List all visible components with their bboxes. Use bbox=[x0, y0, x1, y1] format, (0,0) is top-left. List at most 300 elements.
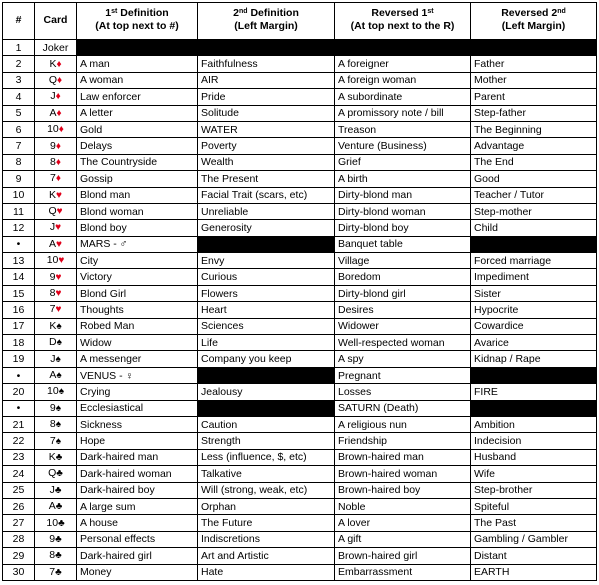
reversed-1-cell: SATURN (Death) bbox=[335, 400, 471, 416]
row-number: 6 bbox=[3, 121, 35, 137]
definition-2-cell bbox=[198, 367, 335, 383]
row-number: 19 bbox=[3, 351, 35, 367]
reversed-1-cell: Brown-haired boy bbox=[335, 482, 471, 498]
table-body bbox=[3, 40, 597, 581]
card-cell bbox=[35, 384, 77, 400]
table-row bbox=[3, 351, 597, 367]
definition-1-cell: Money bbox=[77, 564, 198, 580]
reversed-1-cell: A spy bbox=[335, 351, 471, 367]
row-number: 29 bbox=[3, 548, 35, 564]
card-rank: 10 bbox=[46, 254, 59, 267]
reversed-1-cell: A lover bbox=[335, 515, 471, 531]
suit-icon: ♥ bbox=[55, 222, 62, 234]
card-rank: J bbox=[49, 221, 56, 234]
table-row bbox=[3, 72, 597, 88]
definition-1-cell: MARS - ♂ bbox=[77, 236, 198, 252]
definition-1-cell: Thoughts bbox=[77, 302, 198, 318]
row-number: 18 bbox=[3, 335, 35, 351]
definition-1-cell: Personal effects bbox=[77, 531, 198, 547]
reversed-2-cell: Step-mother bbox=[471, 203, 597, 219]
table-row bbox=[3, 253, 597, 269]
definition-2-cell: Life bbox=[198, 335, 335, 351]
card-cell bbox=[35, 154, 77, 170]
reversed-2-cell: Gambling / Gambler bbox=[471, 531, 597, 547]
definition-2-cell: WATER bbox=[198, 121, 335, 137]
suit-icon: ♦ bbox=[58, 124, 64, 136]
definition-2-cell: Will (strong, weak, etc) bbox=[198, 482, 335, 498]
reversed-1-cell: Pregnant bbox=[335, 367, 471, 383]
suit-icon: ♠ bbox=[55, 419, 62, 431]
definition-1-cell: Dark-haired boy bbox=[77, 482, 198, 498]
reversed-1-cell: Banquet table bbox=[335, 236, 471, 252]
reversed-2-cell: Forced marriage bbox=[471, 253, 597, 269]
reversed-1-cell: Noble bbox=[335, 498, 471, 514]
table-row bbox=[3, 498, 597, 514]
suit-icon: ♣ bbox=[54, 484, 62, 496]
definition-1-cell: Blond boy bbox=[77, 220, 198, 236]
header-def2: 2nd Definition (Left Margin) bbox=[198, 3, 335, 40]
card-cell bbox=[35, 203, 77, 219]
card-rank: K bbox=[48, 450, 56, 463]
definition-2-cell: Solitude bbox=[198, 105, 335, 121]
suit-icon: ♦ bbox=[56, 58, 62, 70]
row-number: 12 bbox=[3, 220, 35, 236]
suit-icon: ♠ bbox=[55, 353, 61, 365]
card-rank: J bbox=[50, 90, 56, 103]
card-rank: A bbox=[49, 237, 57, 250]
row-number: 14 bbox=[3, 269, 35, 285]
definition-1-cell: A woman bbox=[77, 72, 198, 88]
suit-icon: ♣ bbox=[55, 451, 63, 463]
card-rank: Q bbox=[48, 467, 57, 480]
reversed-1-cell: Losses bbox=[335, 384, 471, 400]
definition-1-cell: Gold bbox=[77, 121, 198, 137]
table-row bbox=[3, 236, 597, 252]
definition-1-cell: Dark-haired girl bbox=[77, 548, 198, 564]
reversed-2-cell bbox=[471, 40, 597, 56]
definition-2-cell: Talkative bbox=[198, 466, 335, 482]
row-number: 9 bbox=[3, 171, 35, 187]
reversed-1-cell: A foreigner bbox=[335, 56, 471, 72]
card-cell bbox=[35, 138, 77, 154]
card-rank: 9 bbox=[49, 270, 56, 283]
suit-icon: ♥ bbox=[55, 271, 62, 283]
card-cell bbox=[35, 564, 77, 580]
header-rev1: Reversed 1st (At top next to the R) bbox=[335, 3, 471, 40]
reversed-1-cell: A birth bbox=[335, 171, 471, 187]
suit-icon: ♣ bbox=[56, 468, 63, 480]
card-rank: 7 bbox=[50, 172, 56, 185]
reversed-2-cell: Parent bbox=[471, 89, 597, 105]
reversed-1-cell: Dirty-blond man bbox=[335, 187, 471, 203]
reversed-2-cell: Teacher / Tutor bbox=[471, 187, 597, 203]
reversed-2-cell: Husband bbox=[471, 449, 597, 465]
header-card: Card bbox=[35, 3, 77, 40]
table-row bbox=[3, 203, 597, 219]
suit-icon: ♦ bbox=[55, 173, 61, 185]
definition-1-cell: Blond man bbox=[77, 187, 198, 203]
definition-2-cell bbox=[198, 40, 335, 56]
definition-1-cell: Blond Girl bbox=[77, 285, 198, 301]
reversed-1-cell: A gift bbox=[335, 531, 471, 547]
table-row bbox=[3, 466, 597, 482]
card-cell bbox=[35, 548, 77, 564]
suit-icon: ♦ bbox=[56, 107, 62, 119]
card-rank: 10 bbox=[47, 385, 59, 398]
row-number: 21 bbox=[3, 416, 35, 432]
card-cell bbox=[35, 351, 77, 367]
card-rank: 8 bbox=[49, 418, 56, 431]
reversed-1-cell: Treason bbox=[335, 121, 471, 137]
row-number: 17 bbox=[3, 318, 35, 334]
suit-icon: ♠ bbox=[56, 320, 62, 332]
row-number: 7 bbox=[3, 138, 35, 154]
definition-2-cell: Flowers bbox=[198, 285, 335, 301]
definition-2-cell: Unreliable bbox=[198, 203, 335, 219]
definition-1-cell: A messenger bbox=[77, 351, 198, 367]
definition-2-cell: Art and Artistic bbox=[198, 548, 335, 564]
reversed-2-cell: Step-father bbox=[471, 105, 597, 121]
definition-1-cell: A house bbox=[77, 515, 198, 531]
suit-icon: ♥ bbox=[58, 255, 65, 267]
card-cell bbox=[35, 121, 77, 137]
card-cell bbox=[35, 72, 77, 88]
row-number: 25 bbox=[3, 482, 35, 498]
row-number: 4 bbox=[3, 89, 35, 105]
definition-2-cell: Envy bbox=[198, 253, 335, 269]
header-num: # bbox=[3, 3, 35, 40]
reversed-2-cell: Good bbox=[471, 171, 597, 187]
suit-icon: ♠ bbox=[56, 370, 62, 381]
definition-2-cell: Company you keep bbox=[198, 351, 335, 367]
table-row bbox=[3, 335, 597, 351]
suit-icon: ♥ bbox=[56, 189, 62, 201]
card-rank: Joker bbox=[42, 41, 69, 54]
row-number: 15 bbox=[3, 285, 35, 301]
reversed-1-cell: Dirty-blond boy bbox=[335, 220, 471, 236]
table-row bbox=[3, 121, 597, 137]
definition-2-cell: AIR bbox=[198, 72, 335, 88]
card-cell bbox=[35, 515, 77, 531]
suit-icon: ♣ bbox=[55, 533, 62, 545]
table-row bbox=[3, 449, 597, 465]
card-cell bbox=[35, 466, 77, 482]
definition-2-cell: Less (influence, $, etc) bbox=[198, 449, 335, 465]
suit-icon: ♥ bbox=[55, 288, 62, 300]
card-cell bbox=[35, 105, 77, 121]
definition-2-cell: Poverty bbox=[198, 138, 335, 154]
card-rank: 7 bbox=[49, 303, 56, 316]
definition-1-cell: The Countryside bbox=[77, 154, 198, 170]
card-rank: A bbox=[48, 500, 56, 513]
definition-2-cell: Jealousy bbox=[198, 384, 335, 400]
row-number: 26 bbox=[3, 498, 35, 514]
table-row bbox=[3, 318, 597, 334]
row-number: 11 bbox=[3, 203, 35, 219]
definition-1-cell: VENUS - ♀ bbox=[77, 367, 198, 383]
definition-2-cell: The Present bbox=[198, 171, 335, 187]
reversed-1-cell: Village bbox=[335, 253, 471, 269]
suit-icon: ♣ bbox=[55, 501, 63, 513]
definition-1-cell: Crying bbox=[77, 384, 198, 400]
definition-1-cell: Blond woman bbox=[77, 203, 198, 219]
card-rank: 10 bbox=[47, 123, 59, 136]
card-cell bbox=[35, 302, 77, 318]
reversed-1-cell: Boredom bbox=[335, 269, 471, 285]
reversed-1-cell: Brown-haired woman bbox=[335, 466, 471, 482]
row-number: 30 bbox=[3, 564, 35, 580]
suit-icon: ♥ bbox=[55, 304, 62, 316]
reversed-2-cell: Indecision bbox=[471, 433, 597, 449]
row-number: • bbox=[3, 400, 35, 416]
row-number: • bbox=[3, 236, 35, 252]
reversed-2-cell bbox=[471, 367, 597, 383]
reversed-2-cell: Hypocrite bbox=[471, 302, 597, 318]
card-rank: K bbox=[49, 188, 57, 201]
table-row bbox=[3, 105, 597, 121]
definition-1-cell: A man bbox=[77, 56, 198, 72]
reversed-2-cell: Wife bbox=[471, 466, 597, 482]
card-meanings-table bbox=[2, 2, 597, 581]
reversed-2-cell: Child bbox=[471, 220, 597, 236]
table-row bbox=[3, 400, 597, 416]
definition-2-cell: Orphan bbox=[198, 498, 335, 514]
reversed-2-cell: Distant bbox=[471, 548, 597, 564]
card-rank: A bbox=[49, 106, 57, 119]
definition-2-cell: Hate bbox=[198, 564, 335, 580]
suit-icon: ♦ bbox=[55, 156, 61, 168]
definition-2-cell: Strength bbox=[198, 433, 335, 449]
header-def1: 1st Definition (At top next to #) bbox=[77, 3, 198, 40]
suit-icon: ♠ bbox=[55, 435, 62, 447]
table-row bbox=[3, 40, 597, 56]
card-cell bbox=[35, 531, 77, 547]
card-cell bbox=[35, 236, 77, 252]
definition-2-cell: Wealth bbox=[198, 154, 335, 170]
definition-1-cell: Dark-haired man bbox=[77, 449, 198, 465]
reversed-1-cell: Venture (Business) bbox=[335, 138, 471, 154]
table-row bbox=[3, 269, 597, 285]
definition-2-cell: Heart bbox=[198, 302, 335, 318]
card-rank: K bbox=[49, 57, 57, 70]
suit-icon: ♦ bbox=[55, 140, 61, 152]
row-number: 27 bbox=[3, 515, 35, 531]
reversed-1-cell: Friendship bbox=[335, 433, 471, 449]
definition-1-cell: Robed Man bbox=[77, 318, 198, 334]
table-row bbox=[3, 384, 597, 400]
reversed-1-cell: A religious nun bbox=[335, 416, 471, 432]
definition-1-cell: A letter bbox=[77, 105, 198, 121]
suit-icon: ♠ bbox=[56, 337, 62, 349]
table-row bbox=[3, 89, 597, 105]
card-rank: D bbox=[49, 336, 57, 349]
definition-2-cell: Faithfulness bbox=[198, 56, 335, 72]
card-rank: A bbox=[49, 369, 57, 381]
card-rank: Q bbox=[48, 205, 57, 218]
row-number: 10 bbox=[3, 187, 35, 203]
card-rank: 7 bbox=[49, 565, 56, 578]
table-row bbox=[3, 531, 597, 547]
reversed-1-cell: Grief bbox=[335, 154, 471, 170]
card-cell bbox=[35, 449, 77, 465]
definition-1-cell: Dark-haired woman bbox=[77, 466, 198, 482]
suit-icon: ♦ bbox=[57, 74, 63, 86]
definition-1-cell: City bbox=[77, 253, 198, 269]
definition-2-cell: Caution bbox=[198, 416, 335, 432]
table-row bbox=[3, 367, 597, 383]
reversed-1-cell: Widower bbox=[335, 318, 471, 334]
card-rank: 8 bbox=[50, 155, 56, 168]
row-number: 22 bbox=[3, 433, 35, 449]
definition-1-cell: A large sum bbox=[77, 498, 198, 514]
card-rank: 7 bbox=[49, 434, 56, 447]
card-cell bbox=[35, 253, 77, 269]
header-rev2: Reversed 2nd (Left Margin) bbox=[471, 3, 597, 40]
definition-1-cell: Gossip bbox=[77, 171, 198, 187]
reversed-2-cell: Sister bbox=[471, 285, 597, 301]
suit-icon: ♥ bbox=[56, 206, 63, 218]
card-cell bbox=[35, 285, 77, 301]
card-cell bbox=[35, 482, 77, 498]
reversed-1-cell: Dirty-blond woman bbox=[335, 203, 471, 219]
definition-1-cell: Delays bbox=[77, 138, 198, 154]
definition-1-cell: Widow bbox=[77, 335, 198, 351]
card-cell bbox=[35, 498, 77, 514]
definition-2-cell: Curious bbox=[198, 269, 335, 285]
reversed-1-cell: Desires bbox=[335, 302, 471, 318]
row-number: 1 bbox=[3, 40, 35, 56]
table-row bbox=[3, 548, 597, 564]
reversed-2-cell bbox=[471, 400, 597, 416]
table-row bbox=[3, 482, 597, 498]
reversed-1-cell: Embarrassment bbox=[335, 564, 471, 580]
row-number: 23 bbox=[3, 449, 35, 465]
card-cell bbox=[35, 40, 77, 56]
reversed-2-cell: The End bbox=[471, 154, 597, 170]
card-cell bbox=[35, 187, 77, 203]
row-number: 5 bbox=[3, 105, 35, 121]
definition-2-cell: Generosity bbox=[198, 220, 335, 236]
card-cell bbox=[35, 56, 77, 72]
card-rank: 9 bbox=[49, 532, 56, 545]
card-cell bbox=[35, 416, 77, 432]
table-row bbox=[3, 171, 597, 187]
row-number: 3 bbox=[3, 72, 35, 88]
card-rank: 9 bbox=[49, 401, 56, 414]
card-cell bbox=[35, 335, 77, 351]
card-cell bbox=[35, 318, 77, 334]
header-row bbox=[3, 3, 597, 40]
reversed-1-cell bbox=[335, 40, 471, 56]
table-row bbox=[3, 56, 597, 72]
table-row bbox=[3, 187, 597, 203]
suit-icon: ♣ bbox=[55, 566, 62, 578]
card-cell bbox=[35, 220, 77, 236]
suit-icon: ♦ bbox=[55, 91, 61, 103]
reversed-1-cell: Well-respected woman bbox=[335, 335, 471, 351]
reversed-2-cell: Ambition bbox=[471, 416, 597, 432]
table-row bbox=[3, 138, 597, 154]
definition-1-cell: Ecclesiastical bbox=[77, 400, 198, 416]
reversed-1-cell: Brown-haired man bbox=[335, 449, 471, 465]
card-rank: 8 bbox=[49, 287, 56, 300]
card-cell bbox=[35, 89, 77, 105]
reversed-2-cell: Impediment bbox=[471, 269, 597, 285]
definition-1-cell: Sickness bbox=[77, 416, 198, 432]
card-rank: 8 bbox=[49, 549, 56, 562]
suit-icon: ♣ bbox=[58, 517, 65, 529]
reversed-2-cell: Spiteful bbox=[471, 498, 597, 514]
table-row bbox=[3, 220, 597, 236]
table-row bbox=[3, 302, 597, 318]
row-number: 16 bbox=[3, 302, 35, 318]
table-row bbox=[3, 154, 597, 170]
definition-1-cell: Law enforcer bbox=[77, 89, 198, 105]
suit-icon: ♥ bbox=[56, 238, 62, 250]
table-row bbox=[3, 285, 597, 301]
row-number: 24 bbox=[3, 466, 35, 482]
card-rank: 10 bbox=[46, 516, 59, 529]
reversed-1-cell: A foreign woman bbox=[335, 72, 471, 88]
row-number: 20 bbox=[3, 384, 35, 400]
definition-1-cell: Victory bbox=[77, 269, 198, 285]
row-number: 2 bbox=[3, 56, 35, 72]
card-cell bbox=[35, 367, 77, 383]
reversed-1-cell: Brown-haired girl bbox=[335, 548, 471, 564]
suit-icon: ♠ bbox=[58, 386, 64, 398]
card-rank: 9 bbox=[50, 139, 56, 152]
reversed-2-cell: Step-brother bbox=[471, 482, 597, 498]
reversed-2-cell: The Past bbox=[471, 515, 597, 531]
reversed-1-cell: Dirty-blond girl bbox=[335, 285, 471, 301]
row-number: • bbox=[3, 367, 35, 383]
reversed-2-cell: Cowardice bbox=[471, 318, 597, 334]
definition-2-cell: Sciences bbox=[198, 318, 335, 334]
table-row bbox=[3, 515, 597, 531]
card-cell bbox=[35, 171, 77, 187]
card-rank: Q bbox=[48, 73, 58, 86]
reversed-2-cell: Mother bbox=[471, 72, 597, 88]
definition-2-cell bbox=[198, 400, 335, 416]
definition-1-cell bbox=[77, 40, 198, 56]
definition-2-cell: Pride bbox=[198, 89, 335, 105]
reversed-2-cell: Kidnap / Rape bbox=[471, 351, 597, 367]
card-cell bbox=[35, 400, 77, 416]
table-row bbox=[3, 416, 597, 432]
suit-icon: ♠ bbox=[55, 402, 62, 414]
definition-2-cell: Indiscretions bbox=[198, 531, 335, 547]
card-rank: J bbox=[49, 483, 55, 496]
card-rank: J bbox=[50, 352, 56, 365]
row-number: 13 bbox=[3, 253, 35, 269]
reversed-1-cell: A subordinate bbox=[335, 89, 471, 105]
table-row bbox=[3, 433, 597, 449]
card-cell bbox=[35, 269, 77, 285]
row-number: 28 bbox=[3, 531, 35, 547]
card-rank: K bbox=[49, 319, 57, 332]
definition-1-cell: Hope bbox=[77, 433, 198, 449]
reversed-2-cell: Avarice bbox=[471, 335, 597, 351]
reversed-2-cell: Advantage bbox=[471, 138, 597, 154]
table-row bbox=[3, 564, 597, 580]
reversed-2-cell: The Beginning bbox=[471, 121, 597, 137]
definition-2-cell bbox=[198, 236, 335, 252]
suit-icon: ♣ bbox=[55, 550, 62, 562]
reversed-2-cell bbox=[471, 236, 597, 252]
definition-2-cell: Facial Trait (scars, etc) bbox=[198, 187, 335, 203]
reversed-2-cell: Father bbox=[471, 56, 597, 72]
definition-2-cell: The Future bbox=[198, 515, 335, 531]
